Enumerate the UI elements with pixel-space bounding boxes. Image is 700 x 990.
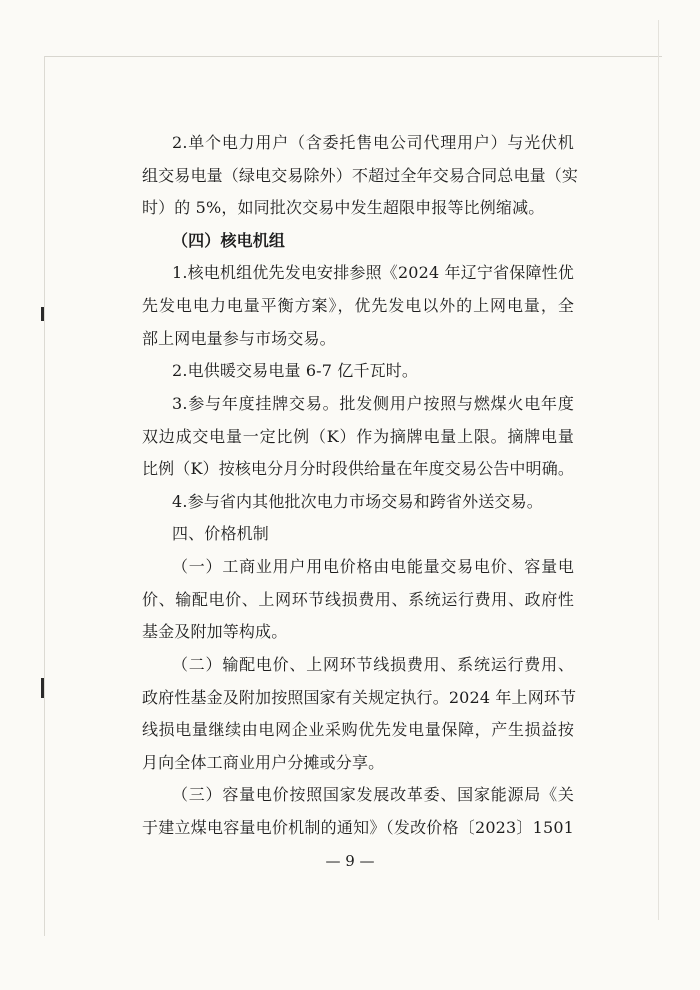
paragraph-line: （二）输配电价、上网环节线损费用、系统运行费用、 — [172, 655, 574, 674]
paragraph-line: 时）的 5%，如同批次交易中发生超限申报等比例缩减。 — [142, 198, 545, 217]
paragraph-line: 线损电量继续由电网企业采购优先发电量保障，产生损益按 — [142, 720, 574, 739]
binding-mark — [41, 307, 44, 321]
scan-edge-left — [44, 56, 45, 936]
paragraph-line: 比例（K）按核电分月分时段供给量在年度交易公告中明确。 — [142, 459, 575, 478]
scan-edge-right — [658, 20, 659, 920]
paragraph-line: 2.电供暖交易电量 6-7 亿千瓦时。 — [172, 361, 419, 380]
paragraph-line: 基金及附加等构成。 — [142, 622, 288, 641]
paragraph-line: 于建立煤电容量电价机制的通知》（发改价格〔2023〕1501 — [142, 818, 574, 837]
scan-edge-top — [44, 56, 662, 57]
paragraph-line: 组交易电量（绿电交易除外）不超过全年交易合同总电量（实 — [142, 166, 579, 185]
paragraph-line: 2.单个电力用户（含委托售电公司代理用户）与光伏机 — [172, 133, 574, 152]
binding-mark — [41, 678, 44, 698]
paragraph-line: 月向全体工商业用户分摊或分享。 — [142, 753, 385, 772]
paragraph-line: 先发电电力电量平衡方案》，优先发电以外的上网电量，全 — [142, 296, 574, 315]
paragraph-line: （三）容量电价按照国家发展改革委、国家能源局《关 — [172, 785, 574, 804]
paragraph-line: 1.核电机组优先发电安排参照《2024 年辽宁省保障性优 — [172, 263, 574, 282]
paragraph-line: 4.参与省内其他批次电力市场交易和跨省外送交易。 — [172, 492, 543, 511]
section-heading: 四、价格机制 — [172, 524, 269, 543]
paragraph-line: 3.参与年度挂牌交易。批发侧用户按照与燃煤火电年度 — [172, 394, 574, 413]
paragraph-line: 部上网电量参与市场交易。 — [142, 329, 336, 348]
paragraph-line: 双边成交电量一定比例（K）作为摘牌电量上限。摘牌电量 — [142, 427, 574, 446]
section-heading: （四）核电机组 — [172, 231, 286, 250]
paragraph-line: （一）工商业用户用电价格由电能量交易电价、容量电 — [172, 557, 574, 576]
page-number: — 9 — — [325, 852, 375, 870]
paragraph-line: 政府性基金及附加按照国家有关规定执行。2024 年上网环节 — [142, 688, 577, 707]
paragraph-line: 价、输配电价、上网环节线损费用、系统运行费用、政府性 — [142, 590, 574, 609]
